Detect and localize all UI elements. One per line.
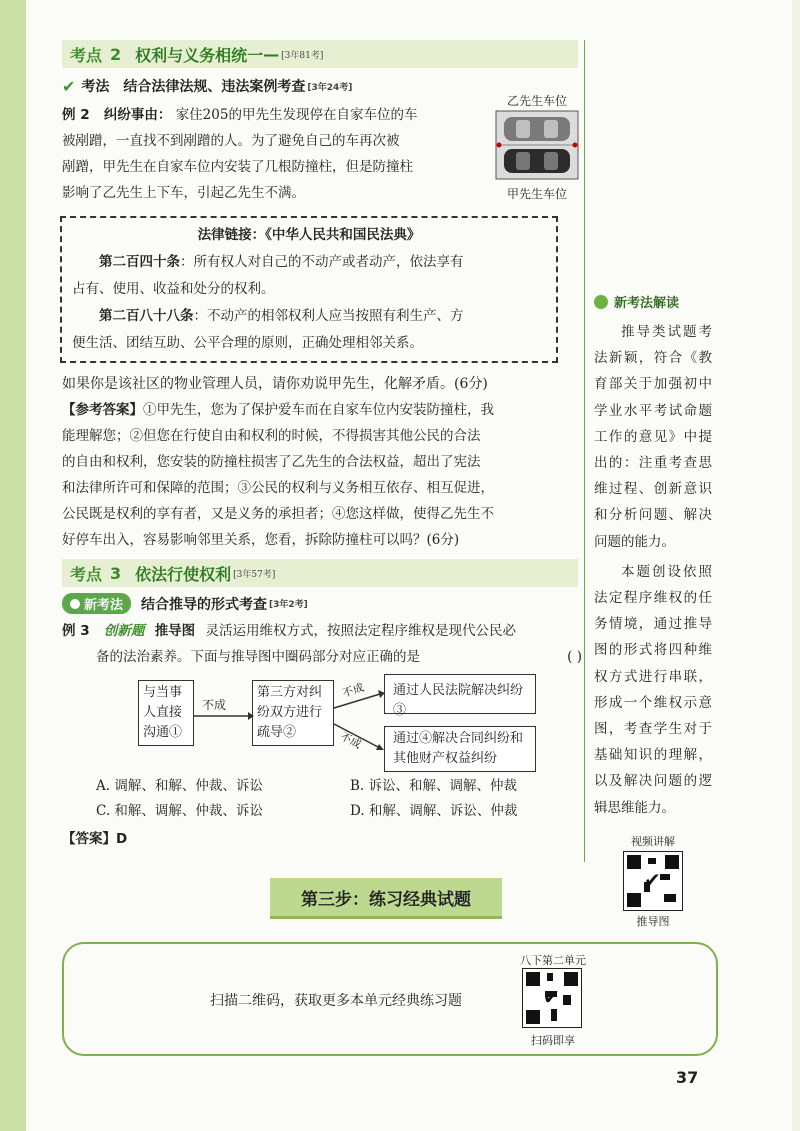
qr-caption-top: 视频讲解 <box>631 834 675 848</box>
example-3 <box>62 618 582 670</box>
kaofa-title: 结合法律法规、违法案例考查 <box>123 79 306 95</box>
practice-qr-box <box>62 942 718 1056</box>
example-2-line-1 <box>62 102 490 128</box>
qr-caption-top: 八下第二单元 <box>520 954 586 967</box>
article-text: 占有、使用、收益和处分的权利。 <box>72 281 275 297</box>
check-icon: ✔ <box>62 76 76 96</box>
question-2: 如果你是该社区的物业管理人员，请你劝说甲先生，化解矛盾。(6分) <box>62 376 488 392</box>
lightbulb-icon <box>594 295 608 309</box>
sidebar-heading-text: 新考法解读 <box>614 296 680 311</box>
example-label: 例 3 <box>62 623 90 639</box>
column-divider <box>584 40 585 862</box>
page-edge-strip-right <box>792 0 800 1131</box>
flow-box-arbitration: 通过④解决合同纠纷和其他财产权益纠纷 <box>384 726 536 772</box>
article-label: 第二百四十条 <box>99 254 180 270</box>
qr-caption-bottom: 扫码即享 <box>531 1034 575 1047</box>
qr-code-video[interactable] <box>623 851 683 911</box>
answer-text: 能理解您；②但您在行使自由和权利的时候，不得损害其他公民的合法 <box>62 428 481 444</box>
choice-a[interactable]: A. 调解、和解、仲裁、诉讼 <box>96 778 263 794</box>
title-dash: — <box>263 44 280 64</box>
flow-box-negotiation: 与当事人直接沟通① <box>138 680 194 746</box>
step3-banner: 第三步：练习经典试题 <box>270 878 502 916</box>
section-title: 权利与义务相统一 <box>135 45 264 65</box>
answer-3: 【答案】D <box>62 831 128 847</box>
section-title: 依法行使权利 <box>135 564 232 584</box>
page-number: 37 <box>676 1068 699 1087</box>
kaofa-stat: [3年24考] <box>307 82 353 93</box>
example-text: 家住205的甲先生发现停在自家车位的车 <box>175 107 418 123</box>
parking-figure <box>494 92 580 202</box>
kaofa-stat: [3年2考] <box>269 600 308 610</box>
example-text: 灵活运用维权方式，按照法定程序维权是现代公民必 <box>205 623 516 639</box>
flow-label: 不成 <box>202 698 227 712</box>
flow-box-court: 通过人民法院解决纠纷③ <box>384 674 536 714</box>
sidebar-new-method <box>594 292 712 929</box>
law-title: 法律链接：《中华人民共和国民法典》 <box>197 227 421 243</box>
section-3-header <box>62 559 578 587</box>
section-stat: [3年81考] <box>281 50 324 61</box>
answer-text: 和法律所许可和保障的范围；③公民的权利与义务相互依存、相互促进， <box>62 480 494 496</box>
badge-label: 新考法 <box>84 598 124 613</box>
answer-text: 的自由和权利，您安装的防撞柱损害了乙先生的合法权益，超出了宪法 <box>62 454 481 470</box>
kaofa-line-3 <box>62 593 582 614</box>
law-article-288 <box>72 303 546 330</box>
article-text: 便生活、团结互助、公平合理的原则，正确处理相邻关系。 <box>72 335 423 351</box>
section-stat: [3年57考] <box>233 569 276 580</box>
new-method-badge <box>62 593 131 614</box>
answer-label: 【参考答案】 <box>62 402 143 418</box>
flow-label: 不成 <box>340 680 366 701</box>
sidebar-paragraph: 推导类试题考法新颖，符合《教育部关于加强初中学业水平考试命题工作的意见》中提出的：注重考查思维过程、创新意识和分析问题、解决问题的能力。 <box>594 324 712 550</box>
example-lead: 纠纷事由： <box>103 107 172 123</box>
choice-c[interactable]: C. 和解、调解、仲裁、诉讼 <box>96 803 263 819</box>
example-2 <box>62 94 582 206</box>
car-top-label: 乙先生车位 <box>506 94 567 108</box>
example-text: 被剐蹭，一直找不到剐蹭的人。为了避免自己的车再次被 <box>62 133 400 149</box>
section-number: 2 <box>110 44 122 64</box>
article-text: ：所有权人对自己的不动产或者动产，依法享有 <box>180 254 464 270</box>
flow-diagram <box>62 676 582 772</box>
car-bottom-label: 甲先生车位 <box>506 187 567 201</box>
answer-text: 好停车出入，容易影响邻里关系，您看，拆除防撞柱可以吗？(6分) <box>62 532 460 548</box>
example-label: 例 2 <box>62 107 90 123</box>
article-label: 第二百八十八条 <box>99 308 194 324</box>
main-column <box>62 40 582 852</box>
sidebar-paragraph: 本题创设依照法定程序维权的任务情境，通过推导图的形式将四种维权方式进行串联，形成一个维权示意图，考查学生对于基础知识的理解，以及解决问题的逻辑思维能力。 <box>594 563 712 816</box>
flow-arrows <box>62 676 582 776</box>
article-text: ：不动产的相邻权利人应当按照有利生产、方 <box>193 308 464 324</box>
qr-code-practice[interactable] <box>522 968 582 1028</box>
question-type: 推导图 <box>154 623 196 639</box>
flow-label: 不成 <box>338 729 364 752</box>
kaofa-title: 结合推导的形式考查 <box>141 596 268 613</box>
law-article-240 <box>72 249 546 276</box>
answer-paren: ( ) <box>567 649 582 665</box>
sidebar-heading <box>594 292 712 311</box>
choice-b[interactable]: B. 诉讼、和解、调解、仲裁 <box>350 778 518 794</box>
section-tag: 考点 <box>70 564 103 584</box>
example-text: 剐蹭，甲先生在自家车位内安装了几根防撞柱，但是防撞柱 <box>62 159 413 175</box>
qr-box-text: 扫描二维码，获取更多本单元经典练习题 <box>210 993 462 1009</box>
flow-box-mediation: 第三方对纠纷双方进行疏导② <box>252 680 334 746</box>
choice-d[interactable]: D. 和解、调解、诉讼、仲裁 <box>350 803 518 819</box>
section-2-header <box>62 40 578 68</box>
parking-cars-image <box>494 109 580 181</box>
choices <box>62 774 582 824</box>
answer-2 <box>62 397 582 553</box>
law-link-box <box>60 216 558 363</box>
section-number: 3 <box>110 563 122 583</box>
page-edge-strip <box>0 0 26 1131</box>
section-tag: 考点 <box>70 45 103 65</box>
innovation-badge: 创新题 <box>103 623 145 639</box>
example-text: 影响了乙先生上下车，引起乙先生不满。 <box>62 185 305 201</box>
answer-text: 公民既是权利的享有者，又是义务的承担者；④您这样做，使得乙先生不 <box>62 506 494 522</box>
qr-caption-bottom: 推导图 <box>636 914 670 928</box>
check-icon: ✔ <box>543 985 560 1009</box>
example-text: 备的法治素养。下面与推导图中圈码部分对应正确的是 <box>96 649 420 665</box>
kaofa-label: 考法 <box>81 79 110 95</box>
bulb-icon <box>70 599 80 609</box>
answer-text: ①甲先生，您为了保护爱车而在自家车位内安装防撞柱，我 <box>143 402 494 418</box>
check-icon: ✔ <box>644 867 661 892</box>
